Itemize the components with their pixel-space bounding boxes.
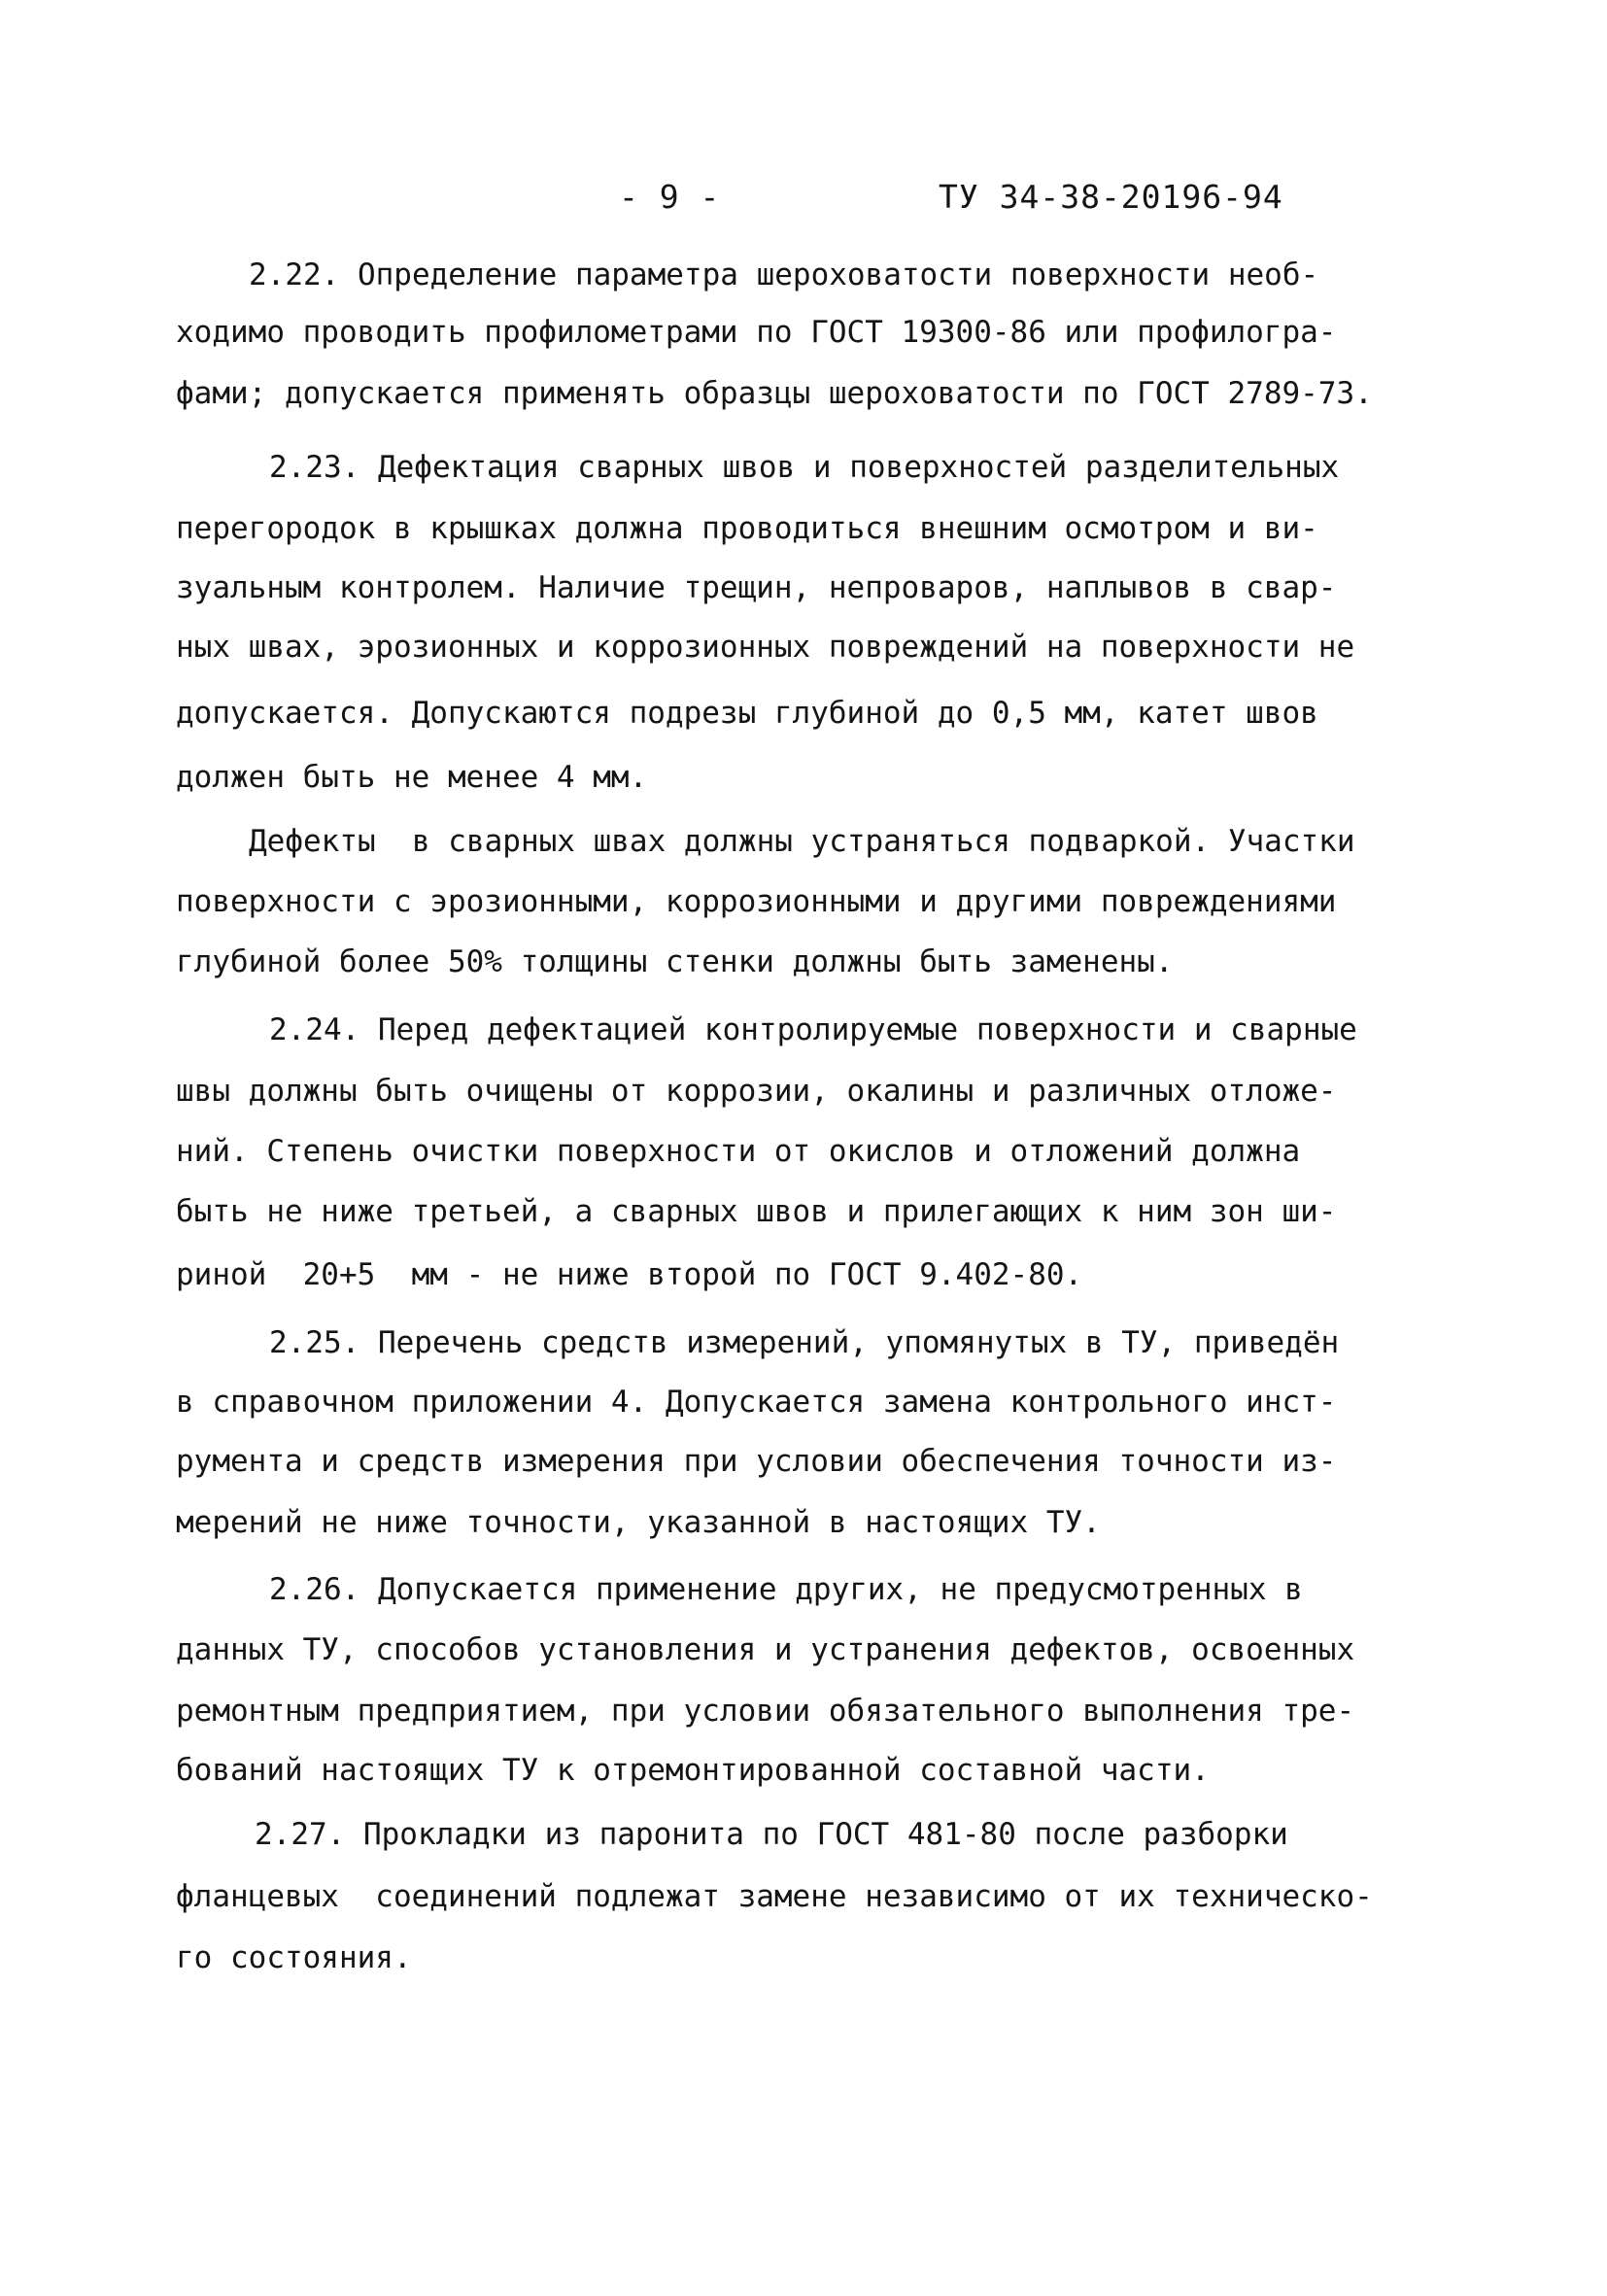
document-code: ТУ 34-38-20196-94 xyxy=(939,178,1283,216)
text-line: ремонтным предприятием, при условии обязательного выполнения тре- xyxy=(176,1694,1355,1729)
text-line: данных ТУ, способов установления и устранения дефектов, освоенных xyxy=(176,1632,1355,1667)
text-line: зуальным контролем. Наличие трещин, непроваров, наплывов в свар- xyxy=(176,570,1337,605)
page-number: - 9 - xyxy=(619,178,721,216)
text-line: бований настоящих ТУ к отремонтированной составной части. xyxy=(176,1753,1210,1788)
text-line: допускается. Допускаются подрезы глубиной до 0,5 мм, катет швов xyxy=(176,696,1318,731)
text-line: риной 20+5 мм - не ниже второй по ГОСТ 9.402-80. xyxy=(176,1257,1083,1292)
text-line: ний. Степень очистки поверхности от окислов и отложений должна xyxy=(176,1134,1301,1169)
text-line: 2.24. Перед дефектацией контролируемые поверхности и сварные xyxy=(269,1012,1357,1047)
text-line: фланцевых соединений подлежат замене независимо от их техническо- xyxy=(176,1879,1373,1914)
text-line: быть не ниже третьей, а сварных швов и прилегающих к ним зон ши- xyxy=(176,1194,1337,1229)
text-line: 2.22. Определение параметра шероховатости поверхности необ- xyxy=(249,257,1319,292)
text-line: швы должны быть очищены от коррозии, окалины и различных отложе- xyxy=(176,1074,1337,1109)
text-line: го состояния. xyxy=(176,1940,412,1975)
text-line: должен быть не менее 4 мм. xyxy=(176,760,648,795)
text-line: ходимо проводить профилометрами по ГОСТ 19300-86 или профилогра- xyxy=(176,315,1337,350)
text-line: фами; допускается применять образцы шероховатости по ГОСТ 2789-73. xyxy=(176,376,1373,411)
text-line: 2.23. Дефектация сварных швов и поверхностей разделительных xyxy=(269,450,1340,485)
text-line: ных швах, эрозионных и коррозионных повреждений на поверхности не xyxy=(176,630,1355,665)
text-line: румента и средств измерения при условии обеспечения точности из- xyxy=(176,1444,1337,1479)
text-line: 2.26. Допускается применение других, не предусмотренных в xyxy=(269,1572,1303,1607)
text-line: 2.25. Перечень средств измерений, упомянутых в ТУ, приведён xyxy=(269,1325,1340,1360)
text-line: глубиной более 50% толщины стенки должны быть заменены. xyxy=(176,944,1174,979)
page-header xyxy=(0,178,1607,224)
text-line: Дефекты в сварных швах должны устраняться подваркой. Участки xyxy=(249,824,1355,859)
text-line: перегородок в крышках должна проводиться внешним осмотром и ви- xyxy=(176,511,1318,546)
text-line: 2.27. Прокладки из паронита по ГОСТ 481-80 после разборки xyxy=(255,1817,1288,1852)
text-line: поверхности с эрозионными, коррозионными и другими повреждениями xyxy=(176,884,1337,919)
text-line: в справочном приложении 4. Допускается замена контрольного инст- xyxy=(176,1385,1337,1420)
text-line: мерений не ниже точности, указанной в настоящих ТУ. xyxy=(176,1505,1101,1540)
